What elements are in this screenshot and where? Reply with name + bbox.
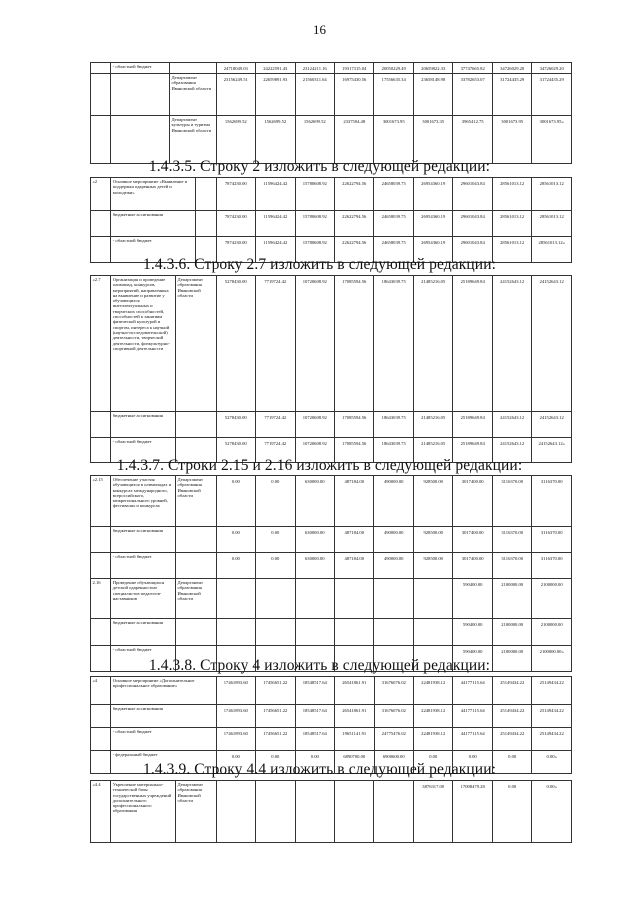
value-cell: 24718049.03 [216,63,255,74]
row-name-cell: Организация и проведение олимпиад, конкурсов, мероприятий, направленных на выявление и развитие у обучающихся интеллектуальных и творческих способностей, способностей к занятиям физической культурой и спортом, интереса к научной (научно-исследовательской) деятельности, творческой деятельности, физкультурно-спортивной деятельности [111,276,176,412]
row-number-cell [91,412,111,438]
value-cell: 17085594.56 [335,438,374,463]
row-name-cell: Основное мероприятие «Выявление и поддержка одаренных детей и молодежи» [111,178,196,211]
value-cell: 25149434.22 [532,705,572,728]
value-cell: 0.00 [492,751,531,774]
value-cell: 28561013.12 [532,178,572,211]
value-cell: 928500.00 [413,476,452,527]
executor-cell [176,412,217,438]
value-cell: 11596424.42 [256,178,295,211]
value-cell: 10720608.92 [295,412,334,438]
value-cell: 23156249.51 [216,74,255,116]
heading-row-2-7: 1.4.3.6. Строку 2.7 изложить в следующей редакции: [143,256,496,273]
value-cell: 3116370.00 [492,476,531,527]
heading-rows-2-15-2-16: 1.4.3.7. Строки 2.15 и 2.16 изложить в следующей редакции: [116,457,523,474]
value-cell: 26954360.19 [413,178,452,211]
value-cell: 490000.00 [374,527,413,553]
value-cell: 2100000.00 [532,619,572,646]
value-cell: 3001673.95 [492,116,531,164]
value-cell: 20050229.49 [374,63,413,74]
value-cell: 0.00 [492,781,531,843]
value-cell: 10720608.92 [295,438,334,463]
value-cell: 17456651.22 [256,728,295,751]
value-cell: 3017400.00 [453,527,492,553]
executor-cell: Департамент образования Ивановской области [176,781,217,843]
table-row [91,619,572,646]
value-cell: 490000.00 [374,476,413,527]
value-cell: 0.00 [216,527,255,553]
value-cell: 21485216.05 [413,438,452,463]
value-cell: 24222591.43 [256,63,295,74]
value-cell: 3116370.00 [532,527,572,553]
value-cell [295,619,334,646]
value-cell [374,579,413,619]
value-cell: 25149434.22 [532,728,572,751]
value-cell: 928500.00 [413,527,452,553]
value-cell: 17461893.60 [216,677,255,705]
value-cell: 24152643.12 [492,276,531,412]
row-number-cell: 2.16 [91,579,111,619]
value-cell: 7874230.00 [216,211,255,237]
value-cell [256,619,295,646]
value-cell [335,781,374,843]
table-row [91,178,572,211]
value-cell: 33782653.07 [453,74,492,116]
value-cell: 21560311.64 [295,74,334,116]
row-name-cell: бюджетные ассигнования [111,705,216,728]
value-cell: 2337504.48 [335,116,374,164]
value-cell: 3116370.00 [532,476,572,527]
value-cell: 22622794.56 [335,211,374,237]
value-cell: 25149434.22 [532,677,572,705]
row-name-cell: - областной бюджет [111,237,196,263]
table-row [91,476,572,527]
value-cell: 7719724.42 [256,438,295,463]
table-row [91,579,572,619]
value-cell: 25189649.84 [453,438,492,463]
value-cell: 0.00 [216,476,255,527]
row-name-cell [111,116,170,164]
value-cell: 25189649.84 [453,412,492,438]
value-cell: 2100000.00 [492,646,531,672]
table-row [91,412,572,438]
value-cell: 24775476.02 [374,728,413,751]
value-cell: 928500.00 [413,553,452,579]
value-cell: 3116370.00 [492,527,531,553]
executor-cell [176,553,217,579]
value-cell [295,579,334,619]
value-cell: 5278430.00 [216,276,255,412]
value-cell: 3017400.00 [453,553,492,579]
row-name-cell: Укрепление материально-технической базы государственных учреждений дополнительного профессионального образования [111,781,176,843]
value-cell [256,781,295,843]
row-name-cell: бюджетные ассигнования [111,527,176,553]
value-cell [216,781,255,843]
value-cell: 7874230.00 [216,237,255,263]
heading-row-2: 1.4.3.5. Строку 2 изложить в следующей редакции: [148,158,491,175]
value-cell: 34726029.20 [532,63,572,74]
value-cell [374,781,413,843]
value-cell: 0.00 [216,553,255,579]
value-cell: 31724435.29 [492,74,531,116]
value-cell: 1562699.52 [295,116,334,164]
value-cell: 28561013.12 [492,178,531,211]
row-number-cell [91,74,111,116]
table-row-2 [90,177,572,263]
value-cell: 2100000.00 [532,579,572,619]
value-cell: 29601043.84 [453,237,492,263]
value-cell: 28561013.12» [532,237,572,263]
value-cell: 18548517.64 [295,677,334,705]
value-cell: 3001673.95» [532,116,572,164]
value-cell: 487184.00 [335,527,374,553]
value-cell: 18643039.75 [374,438,413,463]
value-cell: 31676076.02 [374,705,413,728]
value-cell: 24152643.12 [532,412,572,438]
table-row [91,781,572,843]
row-name-cell: - областной бюджет [111,553,176,579]
value-cell: 0.00 [216,751,255,774]
value-cell: 19651141.91 [335,728,374,751]
value-cell: 15780608.92 [295,237,334,263]
value-cell [216,579,255,619]
value-cell: 25189649.84 [453,276,492,412]
value-cell: 7874230.00 [216,178,255,211]
value-cell: 6900600.00 [374,751,413,774]
value-cell: 24152643.12 [492,412,531,438]
table-continuation [90,62,572,164]
value-cell: 44177115.64 [453,728,492,751]
value-cell: 18548517.64 [295,705,334,728]
value-cell: 0.00 [256,751,295,774]
value-cell: 19317315.04 [335,63,374,74]
value-cell: 16975430.56 [335,74,374,116]
value-cell: 44177115.64 [453,705,492,728]
row-name-cell: бюджетные ассигнования [111,619,176,646]
value-cell: 630000.00 [295,527,334,553]
value-cell [335,619,374,646]
value-cell: 18548517.64 [295,728,334,751]
row-number-cell [91,116,111,164]
row-number-cell: «4 [91,677,111,705]
value-cell: 0.00» [532,781,572,843]
table-row [91,677,572,705]
value-cell: 23124211.16 [295,63,334,74]
value-cell [295,781,334,843]
value-cell: 28561013.12 [532,211,572,237]
row-name-cell: Основное мероприятие «Дополнительное профессиональное образование» [111,677,216,705]
value-cell: 2100000.00» [532,646,572,672]
row-name-cell: бюджетные ассигнования [111,211,196,237]
value-cell: 487184.00 [335,553,374,579]
value-cell: 17085594.56 [335,412,374,438]
value-cell: 22622794.56 [335,237,374,263]
value-cell: 17461893.60 [216,728,255,751]
value-cell: 11596424.42 [256,237,295,263]
row-name-cell: - областной бюджет [111,728,216,751]
row-name-cell: - областной бюджет [111,63,170,74]
value-cell: 31676076.02 [374,677,413,705]
row-name-cell: - областной бюджет [111,646,176,672]
value-cell: 28561013.12 [492,211,531,237]
value-cell: 25149434.22 [492,728,531,751]
value-cell: 21485216.05 [413,412,452,438]
value-cell: 20659822.33 [413,63,452,74]
row-number-cell [91,553,111,579]
value-cell: 2100000.00 [492,619,531,646]
value-cell: 26954360.19 [413,237,452,263]
value-cell: 3001673.95 [374,116,413,164]
executor-cell: Департамент образования Ивановской области [176,476,217,527]
value-cell: 23658148.98 [413,74,452,116]
value-cell: 0.00 [256,527,295,553]
value-cell: 24658039.75 [374,178,413,211]
executor-cell: Департамент образования Ивановской области [176,579,217,619]
row-number-cell [91,728,111,751]
value-cell: 26541861.91 [335,705,374,728]
row-name-cell: - федеральный бюджет [111,751,216,774]
value-cell: 28561013.12 [492,237,531,263]
row-name-cell: Обеспечение участия обучающихся в олимпиадах и конкурсах международного, всероссийского, межрегионального уровней, фестивалях и конкурсах [111,476,176,527]
value-cell [413,579,452,619]
table-row [91,276,572,412]
row-name-cell: бюджетные ассигнования [111,412,176,438]
value-cell: 3876317.00 [413,781,452,843]
value-cell: 1562699.52 [216,116,255,164]
page-number: 16 [313,22,326,37]
value-cell: 17461893.60 [216,705,255,728]
row-number-cell: «2 [91,178,111,211]
table-row [91,527,572,553]
value-cell: 3001673.35 [413,116,452,164]
value-cell: 22659891.93 [256,74,295,116]
value-cell: 17008479.28 [453,781,492,843]
row-number-cell [91,705,111,728]
table-row [91,211,572,237]
value-cell: 24152643.12 [492,438,531,463]
heading-row-4-4: 1.4.3.9. Строку 4.4 изложить в следующей редакции: [143,761,496,778]
row-number-cell [91,63,111,74]
value-cell: 590400.00 [453,579,492,619]
value-cell: 3116370.00 [532,553,572,579]
value-cell: 18643039.75 [374,412,413,438]
value-cell: 26954360.19 [413,211,452,237]
value-cell: 15780608.92 [295,211,334,237]
value-cell: 17456651.22 [256,677,295,705]
value-cell: 3965412.75 [453,116,492,164]
value-cell: 490000.00 [374,553,413,579]
table-rows-2-15-2-16 [90,475,572,672]
value-cell: 24658039.75 [374,211,413,237]
executor-cell: Департамент культуры и туризма Ивановской области [169,116,216,164]
executor-cell [169,63,216,74]
value-cell: 0.00 [295,751,334,774]
value-cell: 17556635.34 [374,74,413,116]
table-row [91,705,572,728]
value-cell: 6890700.00 [335,751,374,774]
value-cell [413,619,452,646]
value-cell: 22481938.12 [413,677,452,705]
table-row-2-7 [90,275,572,463]
value-cell: 31724435.29 [532,74,572,116]
value-cell: 15780608.92 [295,178,334,211]
value-cell: 630000.00 [295,553,334,579]
executor-cell [176,527,217,553]
value-cell: 24152643.12» [532,438,572,463]
table-row-4-4 [90,780,572,843]
value-cell: 17456651.22 [256,705,295,728]
value-cell: 44177115.64 [453,677,492,705]
value-cell: 37747665.82 [453,63,492,74]
row-number-cell [91,619,111,646]
value-cell: 18643039.75 [374,276,413,412]
row-number-cell: «2.7 [91,276,111,412]
value-cell: 25149434.22 [492,705,531,728]
value-cell: 24152643.12 [532,276,572,412]
value-cell: 22622794.56 [335,178,374,211]
value-cell: 0.00 [256,553,295,579]
value-cell: 487184.00 [335,476,374,527]
value-cell: 24658039.75 [374,237,413,263]
value-cell [216,619,255,646]
value-cell [256,579,295,619]
value-cell: 3017400.00 [453,476,492,527]
value-cell [335,579,374,619]
value-cell: 630000.00 [295,476,334,527]
row-name-cell: Проведение обучающихся детской одаренностью специалистов педагогов-наставников [111,579,176,619]
value-cell [374,619,413,646]
value-cell: 7719724.42 [256,276,295,412]
value-cell: 26541861.91 [335,677,374,705]
value-cell: 11596424.42 [256,211,295,237]
value-cell: 29601043.84 [453,178,492,211]
value-cell: 590400.00 [453,646,492,672]
value-cell: 5278430.00 [216,412,255,438]
value-cell: 5278430.00 [216,438,255,463]
value-cell: 10720608.92 [295,276,334,412]
value-cell: 7719724.42 [256,412,295,438]
table-row [91,63,572,74]
value-cell: 29601043.84 [453,211,492,237]
row-number-cell: «2.15 [91,476,111,527]
value-cell: 3116370.00 [492,553,531,579]
value-cell: 590400.00 [453,619,492,646]
table-row-4 [90,676,572,774]
executor-cell: Департамент образования Ивановской области [176,276,217,412]
executor-cell [196,211,216,237]
value-cell: 0.00 [453,751,492,774]
row-number-cell: «4.4 [91,781,111,843]
value-cell: 21485216.05 [413,276,452,412]
row-name-cell: - областной бюджет [111,438,176,463]
row-number-cell [91,211,111,237]
executor-cell [176,619,217,646]
executor-cell: Департамент образования Ивановской области [169,74,216,116]
value-cell: 22481938.12 [413,728,452,751]
table-row [91,728,572,751]
executor-cell [196,178,216,211]
row-name-cell [111,74,170,116]
value-cell: 25149434.22 [492,677,531,705]
value-cell: 0.00» [532,751,572,774]
table-row [91,74,572,116]
value-cell: 1562699.52 [256,116,295,164]
heading-row-4: 1.4.3.8. Строку 4 изложить в следующей редакции: [148,657,491,674]
value-cell: 0.00 [256,476,295,527]
table-row [91,553,572,579]
value-cell: 2100000.00 [492,579,531,619]
row-number-cell [91,527,111,553]
value-cell: 17085594.56 [335,276,374,412]
value-cell: 34726029.20 [492,63,531,74]
value-cell: 0.00 [413,751,452,774]
table-row [91,116,572,164]
value-cell: 22481938.12 [413,705,452,728]
